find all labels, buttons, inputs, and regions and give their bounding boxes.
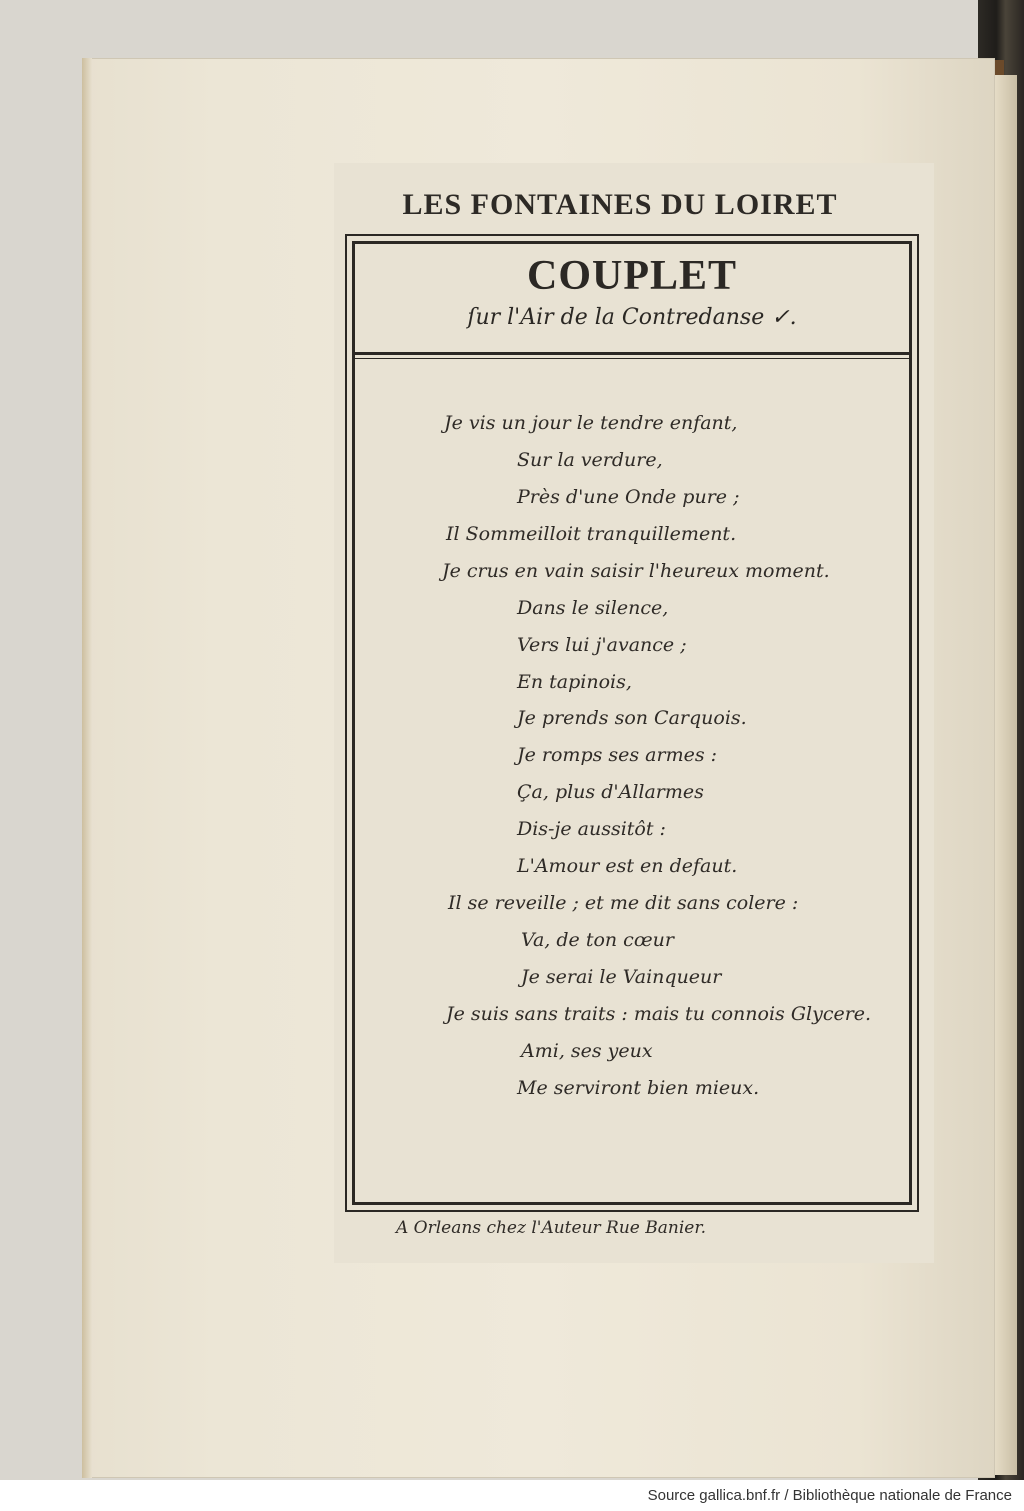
song-title: COUPLET xyxy=(526,253,738,299)
verse-line: Ça, plus d'Allarmes xyxy=(517,781,704,803)
source-credit: Source gallica.bnf.fr / Bibliothèque nationale de France xyxy=(647,1487,1012,1504)
verse-line: Je crus en vain saisir l'heureux moment. xyxy=(442,560,830,582)
title-divider xyxy=(352,352,912,355)
verse-line: Je romps ses armes : xyxy=(517,744,718,766)
verse-line: Dis-je aussitôt : xyxy=(517,818,666,840)
title-divider-thin xyxy=(352,358,912,359)
verse-line: Me serviront bien mieux. xyxy=(517,1077,760,1099)
next-page-edge xyxy=(995,75,1017,1475)
verse-line: Près d'une Onde pure ; xyxy=(517,486,740,508)
verse-line: Ami, ses yeux xyxy=(521,1040,653,1062)
verse-line: En tapinois, xyxy=(517,671,632,693)
imprint-line: A Orleans chez l'Auteur Rue Banier. xyxy=(396,1218,707,1238)
verse-line: Je prends son Carquois. xyxy=(517,707,747,729)
subtitle-text: ſur l'Air de la Contredanse xyxy=(467,305,765,330)
page-edge xyxy=(82,58,92,1478)
verse-line: Je serai le Vainqueur xyxy=(521,966,722,988)
page-header: LES FONTAINES DU LOIRET xyxy=(402,188,838,221)
verse-line: Je vis un jour le tendre enfant, xyxy=(444,412,738,434)
verse-line: Il Sommeilloit tranquillement. xyxy=(446,523,737,545)
verse-line: Dans le silence, xyxy=(517,597,669,619)
song-subtitle xyxy=(352,305,912,330)
verse-line: L'Amour est en defaut. xyxy=(517,855,738,877)
verse-line: Il se reveille ; et me dit sans colere : xyxy=(448,892,799,914)
verse-line: Je suis sans traits : mais tu connois Glycere. xyxy=(446,1003,872,1025)
verse-line: Va, de ton cœur xyxy=(521,929,674,951)
verse-line: Vers lui j'avance ; xyxy=(517,634,687,656)
verse-line: Sur la verdure, xyxy=(517,449,663,471)
subtitle-mark: ✓. xyxy=(771,305,797,330)
